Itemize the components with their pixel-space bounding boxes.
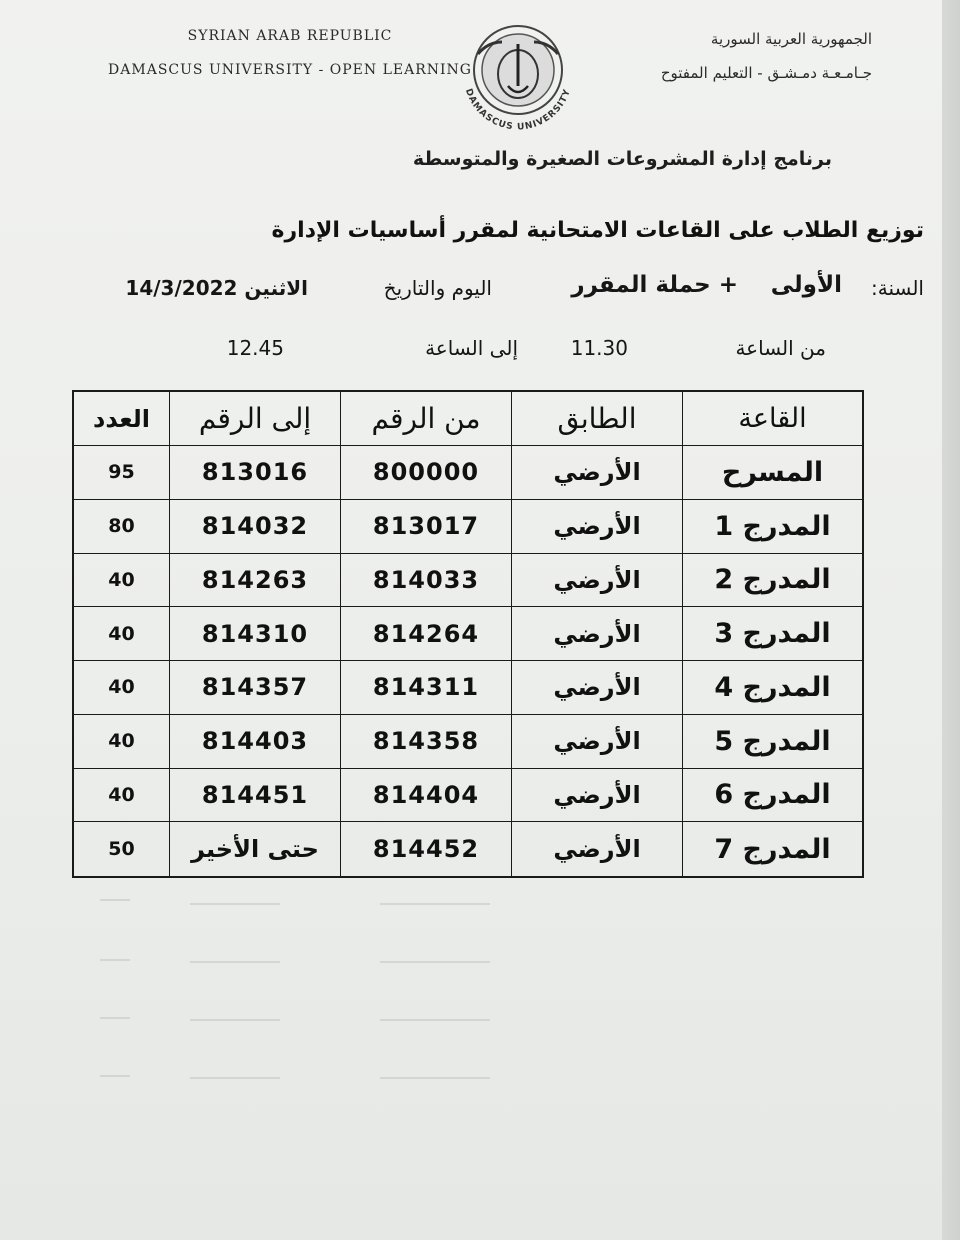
year-label: السنة: (871, 276, 924, 300)
row-6-to: 814403 (169, 715, 340, 769)
row-2-count: 80 (74, 500, 169, 554)
row-8-to: حتى الأخير (169, 822, 340, 876)
day-date-label: اليوم والتاريخ (383, 276, 492, 300)
document-title: توزيع الطلاب على القاعات الامتحانية لمقرر أساسيات الإدارة (271, 218, 924, 243)
program-name: برنامج إدارة المشروعات الصغيرة والمتوسطة (412, 148, 832, 170)
row-6-from: 814358 (340, 715, 511, 769)
row-6-floor: الأرضي (511, 715, 682, 769)
row-8-from: 814452 (340, 822, 511, 876)
row-4-hall: المدرج 3 (682, 607, 862, 661)
header-arabic (612, 30, 872, 98)
row-2-to: 814032 (169, 500, 340, 554)
row-2-floor: الأرضي (511, 500, 682, 554)
row-7-floor: الأرضي (511, 769, 682, 823)
row-3-hall: المدرج 2 (682, 554, 862, 608)
header-en-line2: DAMASCUS UNIVERSITY - OPEN LEARNING (108, 62, 472, 78)
row-2-from: 813017 (340, 500, 511, 554)
row-1-floor: الأرضي (511, 446, 682, 500)
row-8-count: 50 (108, 838, 135, 861)
seal-text: DAMASCUS UNIVERSITY (462, 87, 573, 130)
row-1-to: 813016 (169, 446, 340, 500)
row-2-hall: المدرج 1 (682, 500, 862, 554)
row-3-count: 40 (74, 554, 169, 608)
row-4-to: 814310 (169, 607, 340, 661)
row-1-from: 800000 (340, 446, 511, 500)
row-5-count: 40 (74, 661, 169, 715)
header-hall: القاعة (682, 392, 862, 446)
row-1-hall: المسرح (682, 446, 862, 500)
exam-halls-table (72, 390, 864, 878)
row-4-count: 40 (74, 607, 169, 661)
row-5-floor: الأرضي (511, 661, 682, 715)
year-value: الأولى (770, 272, 842, 298)
from-time-value: 11.30 (570, 336, 628, 360)
header-floor: الطابق (511, 392, 682, 446)
row-4-from: 814264 (340, 607, 511, 661)
row-3-to: 814263 (169, 554, 340, 608)
show-through-shadow (90, 890, 590, 1090)
row-7-hall: المدرج 6 (682, 769, 862, 823)
row-3-from: 814033 (340, 554, 511, 608)
row-6-hall: المدرج 5 (682, 715, 862, 769)
header-count: العدد (74, 392, 169, 446)
from-time-label: من الساعة (735, 336, 826, 360)
row-8-hall: المدرج 7 (682, 822, 862, 876)
row-7-count: 40 (74, 769, 169, 823)
page-edge (942, 0, 960, 1240)
row-7-from: 814404 (340, 769, 511, 823)
row-6-count: 40 (74, 715, 169, 769)
row-5-from: 814311 (340, 661, 511, 715)
row-5-hall: المدرج 4 (682, 661, 862, 715)
day-date-value: الاثنين 14/3/2022 (125, 276, 308, 300)
header-ar-line1: الجمهورية العربية السورية (710, 30, 872, 48)
header-to-number: إلى الرقم (169, 392, 340, 446)
header-from-number: من الرقم (340, 392, 511, 446)
header-ar-line2: جـامـعـة دمـشـق - التعليم المفتوح (660, 64, 872, 82)
plus-course-label: + حملة المقرر (571, 272, 738, 298)
to-time-value: 12.45 (226, 336, 284, 360)
row-7-to: 814451 (169, 769, 340, 823)
row-1-count: 95 (74, 446, 169, 500)
row-5-to: 814357 (169, 661, 340, 715)
university-seal-icon (448, 20, 588, 130)
row-4-floor: الأرضي (511, 607, 682, 661)
row-3-floor: الأرضي (511, 554, 682, 608)
row-8-floor: الأرضي (511, 822, 682, 876)
header-en-line1: SYRIAN ARAB REPUBLIC (187, 28, 393, 44)
to-time-label: إلى الساعة (425, 336, 518, 360)
